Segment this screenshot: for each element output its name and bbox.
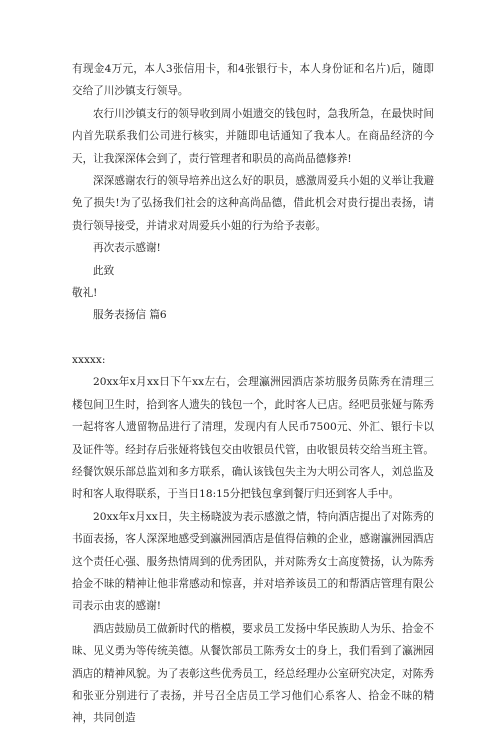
closing-jingli: 敬礼! [72,287,98,300]
paragraph-gratitude: 深深感谢农行的领导培养出这么好的职员，感激周爱兵小姐的义举让我避免了损失!为了弘扬我们社会的这种高尚品德，借此机会对贵行提出表扬，请贵行领导接受，并请求对周爱兵小姐的行为给予表彰。 [72,175,434,232]
closing-cizhi: 此致 [93,264,115,277]
document-page [72,58,434,730]
section-heading: 服务表扬信 篇6 [93,309,167,322]
paragraph-owner-praise: 20xx年x月xx日，失主杨晓波为表示感激之情，特向酒店提出了对陈秀的书面表扬，客人深深地感受到瀛洲园酒店是值得信赖的企业，感谢瀛洲园酒店这个责任心强、服务热情周到的优秀团队，并对陈秀女士高度赞扬，认为陈秀拾金不昧的精神让他非常感动和惊喜，并对培养该员工的和帮酒店管理有限公司表示由衷的感谢! [72,510,434,613]
salutation: xxxxx: [72,353,106,366]
paragraph-bank-leaders: 农行川沙镇支行的领导收到周小姐遗交的钱包时，急我所急，在最快时间内首先联系我们公司进行核实，并随即电话通知了我本人。在商品经济的今天，让我深深体会到了，责行管理者和职员的高尚品德修养! [72,107,434,165]
paragraph-cash-cards: 有现金4万元，本人3张信用卡，和4张银行卡，本人身份证和名片)后，随即交给了川沙镇支行领导。 [72,63,434,98]
paragraph-wallet-found: 20xx年x月xx日下午xx左右，会理瀛洲园酒店茶坊服务员陈秀在清理三楼包间卫生时，拾到客人遗失的钱包一个，此时客人已店。经吧员张娅与陈秀一起将客人遗留物品进行了清理，发现内有人民币7500元、外汇、银行卡以及证件等。经封存后张娅将钱包交由收银员代管，由收银员转交给当班主管。经餐饮娱乐部总监刘和多方联系，确认该钱包失主为大明公司客人，刘总监及时和客人取得联系，于当日18:15分把钱包拿到餐厅归还到客人手中。 [72,376,434,501]
paragraph-hotel-encourage: 酒店鼓励员工做新时代的楷模，要求员工发扬中华民族助人为乐、拾金不昧、见义勇为等传统美德。从餐饮部员工陈秀女士的身上，我们看到了瀛洲园酒店的精神风貌。为了表彰这些优秀员工，经总经理办公室研究决定，对陈秀和张亚分别进行了表扬，并号召全店员工学习他们心系客人、拾金不昧的精神，共同创造 [72,622,434,725]
paragraph-thanks-again: 再次表示感谢! [93,242,161,255]
